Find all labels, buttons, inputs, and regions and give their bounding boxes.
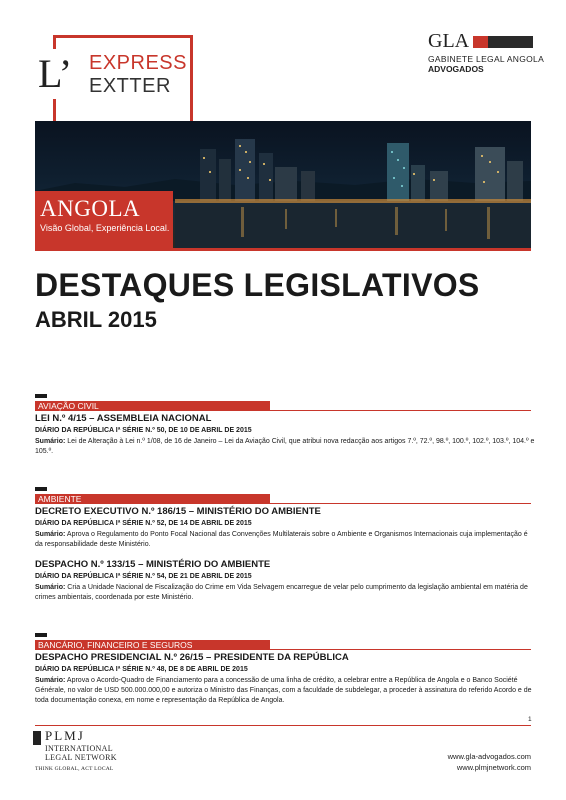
- summary-label: Sumário:: [35, 531, 66, 538]
- gla-website-link[interactable]: www.gla-advogados.com: [447, 752, 531, 761]
- summary-text: Aprova o Regulamento do Ponto Focal Nacional das Convenções Multilaterais sobre o Ambiente e Organismos Internacionais cuja implementação é da responsabilidade deste Ministério.: [35, 531, 528, 548]
- page-subtitle: ABRIL 2015: [35, 307, 157, 332]
- section-label: AMBIENTE: [38, 494, 82, 504]
- gla-firm-name: GABINETE LEGAL ANGOLA: [428, 54, 545, 64]
- footer-rule: [35, 725, 531, 726]
- summary-text: Cria a Unidade Nacional de Fiscalização do Crime em Vida Selvagem encarregue de velar pelo cumprimento da legislação ambiental em matéria de crimes ambientais, coordenada por este Ministério.: [35, 584, 528, 601]
- gla-logo-dark-bar: [488, 36, 533, 48]
- section-marker: [35, 487, 47, 491]
- section-rule: [270, 410, 531, 411]
- logo-l-letter: L’: [36, 49, 74, 99]
- section-rule: [270, 503, 531, 504]
- banner-tagline: Visão Global, Experiência Local.: [40, 223, 170, 233]
- entry-heading: DESPACHO N.º 133/15 – MINISTÉRIO DO AMBIENTE: [35, 559, 271, 570]
- section-label: BANCÁRIO, FINANCEIRO E SEGUROS: [38, 640, 193, 650]
- plmj-logo-title: PLMJ: [45, 728, 85, 743]
- section-marker: [35, 394, 47, 398]
- section-label: AVIAÇÃO CIVIL: [38, 401, 99, 411]
- entry-gazette-ref: DIÁRIO DA REPÚBLICA Iª SÉRIE N.º 48, DE 8 DE ABRIL DE 2015: [35, 666, 248, 673]
- gla-firm-type: ADVOGADOS: [428, 64, 484, 74]
- entry-gazette-ref: DIÁRIO DA REPÚBLICA Iª SÉRIE N.º 54, DE 21 DE ABRIL DE 2015: [35, 573, 252, 580]
- plmj-line-legal-network: LEGAL NETWORK: [45, 753, 117, 762]
- entry-summary: [35, 530, 535, 550]
- plmj-line-international: INTERNATIONAL: [45, 744, 113, 753]
- section-rule: [270, 649, 531, 650]
- page-title: DESTAQUES LEGISLATIVOS: [35, 267, 480, 303]
- entry-summary: [35, 676, 535, 706]
- gla-logo-title: GLA: [428, 30, 470, 52]
- summary-label: Sumário:: [35, 677, 66, 684]
- section-header-aviacao-civil: [35, 401, 270, 411]
- summary-label: Sumário:: [35, 584, 66, 591]
- summary-text: Aprova o Acordo-Quadro de Financiamento para a concessão de uma linha de crédito, a celebrar entre a República de Angola e o Banco Société Générale, no valor de USD 500.000.000,00 e autoriza o Ministro das Finanças, com a faculdade de subdelegar, a proceder à assinatura do referido Acordo e de toda documentação conexa, em nome e representação da República de Angola.: [35, 677, 532, 704]
- entry-summary: [35, 583, 535, 603]
- entry-heading: DECRETO EXECUTIVO N.º 186/15 – MINISTÉRIO DO AMBIENTE: [35, 506, 321, 517]
- entry-summary: [35, 437, 535, 457]
- section-marker: [35, 633, 47, 637]
- banner-country: ANGOLA: [40, 196, 141, 221]
- summary-text: Lei de Alteração à Lei n.º 1/08, de 16 de Janeiro – Lei da Aviação Civil, que atribui nova redacção aos artigos 7.º, 72.º, 98.º, 100.º, 102.º, 103.º, 104.º e 105.º.: [35, 438, 535, 455]
- logo-express-text: EXPRESS: [89, 52, 187, 74]
- entry-gazette-ref: DIÁRIO DA REPÚBLICA Iª SÉRIE N.º 52, DE 14 DE ABRIL DE 2015: [35, 520, 252, 527]
- banner-bottom-strip: [35, 248, 531, 251]
- entry-heading: DESPACHO PRESIDENCIAL N.º 26/15 – PRESIDENTE DA REPÚBLICA: [35, 652, 349, 663]
- plmj-logo-block: [33, 731, 41, 745]
- page-number: 1: [528, 716, 532, 723]
- plmj-network-name: [45, 744, 117, 762]
- section-header-bancario: [35, 640, 270, 650]
- section-header-ambiente: [35, 494, 270, 504]
- logo-extter-text: EXTTER: [89, 75, 171, 97]
- entry-gazette-ref: DIÁRIO DA REPÚBLICA Iª SÉRIE N.º 50, DE 10 DE ABRIL DE 2015: [35, 427, 252, 434]
- entry-heading: LEI N.º 4/15 – ASSEMBLEIA NACIONAL: [35, 413, 212, 424]
- summary-label: Sumário:: [35, 438, 66, 445]
- plmj-website-link[interactable]: www.plmjnetwork.com: [456, 763, 531, 772]
- gla-logo-red-bar: [473, 36, 488, 48]
- plmj-tagline: THINK GLOBAL, ACT LOCAL: [35, 766, 114, 772]
